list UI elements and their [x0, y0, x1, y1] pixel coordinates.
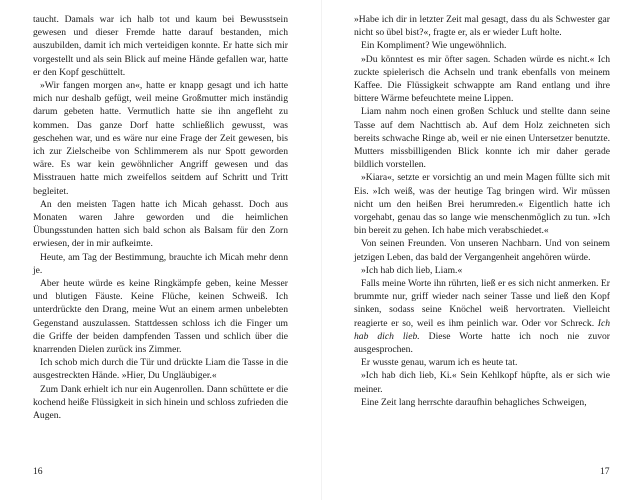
- paragraph: Ich schob mich durch die Tür und drückte Liam die Tasse in die ausgestreckten Hände. »Hier, Du Ungläubiger.«: [33, 357, 288, 382]
- right-page-text: [354, 13, 610, 409]
- paragraph: taucht. Damals war ich halb tot und kaum bei Bewusstsein gewesen und dieser Fremde hatte darauf bestanden, mich auszubilden, damit ich mich verteidigen konnte. Er hatte sich mir vorgestellt und als sein Blick auf meine Hände gefallen war, hatte er den Kopf geschüttelt.: [33, 14, 288, 78]
- paragraph-text: Diese Worte hatte ich noch nie zuvor ausgesprochen.: [354, 330, 610, 356]
- paragraph: Zum Dank erhielt ich nur ein Augenrollen. Dann schüttete er die kochend heiße Flüssigkeit in sich hinein und schloss zufrieden die Augen.: [33, 383, 288, 422]
- paragraph: »Wir fangen morgen an«, hatte er knapp gesagt und ich hatte mich nur deshalb gefügt, weil meine Großmutter mich inständig darum gebeten hatte. Vermutlich hatte sie ihn angefleht zu kommen. Das ganze Dorf hatte schließlich gewusst, was geschehen war, und es wäre nur eine Frage der Zeit gewesen, bis ich zur Zielscheibe von Schlimmerem als nur Spott geworden wäre. Es war kein gewöhnlicher Angriff gewesen und das Misstrauen hatte mich zweifellos seitdem auf Schritt und Tritt begleitet.: [33, 80, 288, 197]
- paragraph: »Habe ich dir in letzter Zeit mal gesagt, dass du als Schwester gar nicht so übel bist?«, fragte er, als er wieder Luft holte.: [354, 14, 610, 39]
- paragraph: An den meisten Tagen hatte ich Micah gehasst. Doch aus Monaten waren Jahre geworden und die heimlichen Übungsstunden hatten sich bald schon als Balsam für den Zorn erwiesen, der in mir aufkeimte.: [33, 198, 288, 250]
- paragraph: »Du könntest es mir öfter sagen. Schaden würde es nicht.« Ich zuckte spielerisch die Achseln und trank ebenfalls von meinem Kaffee. Die Flüssigkeit schwappte am Rand entlang und ihre bittere Wärme befeuchtete meine Lippen.: [354, 53, 610, 105]
- paragraph-text: Falls meine Worte ihn rührten, ließ er es sich nicht anmerken. Er brummte nur, griff wieder nach seiner Tasse und ließ den Kopf sinken, sodass seine Knöchel weiß hervortraten. Vielleicht reagierte er so, weil es ihm peinlich war. Oder vor Schreck.: [354, 278, 610, 329]
- paragraph: Liam nahm noch einen großen Schluck und stellte dann seine Tasse auf dem Nachttisch ab. Auf dem Holz zeichneten sich bereits schwache Ringe ab, weil er nie einen Untersetzer benutzte. Mutters missbilligenden Blick konnte ich mir daher gerade bildlich vorstellen.: [354, 106, 610, 171]
- paragraph: Er wusste genau, warum ich es heute tat.: [361, 357, 518, 369]
- page-number: 17: [600, 466, 610, 477]
- paragraph: »Ich hab dich lieb, Ki.« Sein Kehlkopf hüpfte, als er sich wie meiner.: [354, 370, 610, 395]
- left-page-text: [33, 13, 288, 422]
- book-gutter: [321, 0, 322, 500]
- paragraph: Heute, am Tag der Bestimmung, brauchte ich Micah mehr denn je.: [33, 251, 288, 276]
- paragraph: Aber heute würde es keine Ringkämpfe geben, keine Messer und blutigen Fäuste. Keine Flüche, keinen Schweiß. Ich unterdrückte den Drang, meine Wut an einem armen unbelebten Gegenstand auszulassen. Stattdessen schloss ich die Finger um die Griffe der beiden dampfenden Tassen und schlich über die knarrenden Dielen zurück ins Zimmer.: [33, 278, 288, 356]
- page-number: 16: [33, 466, 43, 477]
- paragraph: Eine Zeit lang herrschte daraufhin behagliches Schweigen,: [361, 396, 587, 408]
- paragraph: Ein Kompliment? Wie ungewöhnlich.: [361, 40, 507, 52]
- paragraph: [354, 277, 610, 356]
- paragraph: »Kiara«, setzte er vorsichtig an und mein Magen füllte sich mit Eis. »Ich weiß, was der heutige Tag bringen wird. Wir müssen nicht um den heißen Brei herumreden.« Eigentlich hatte ich vorgehabt, genau das so lange wie menschenmöglich zu tun. »Ich bin bereit zu gehen. Ich habe mich verabschiedet.«: [354, 172, 610, 237]
- paragraph: Von seinen Freunden. Von unseren Nachbarn. Und von seinem jetzigen Leben, das bald der Vergangenheit angehören würde.: [354, 238, 610, 263]
- paragraph: »Ich hab dich lieb, Liam.«: [361, 264, 463, 276]
- italic-phrase: Ich hab dich lieb.: [354, 317, 610, 342]
